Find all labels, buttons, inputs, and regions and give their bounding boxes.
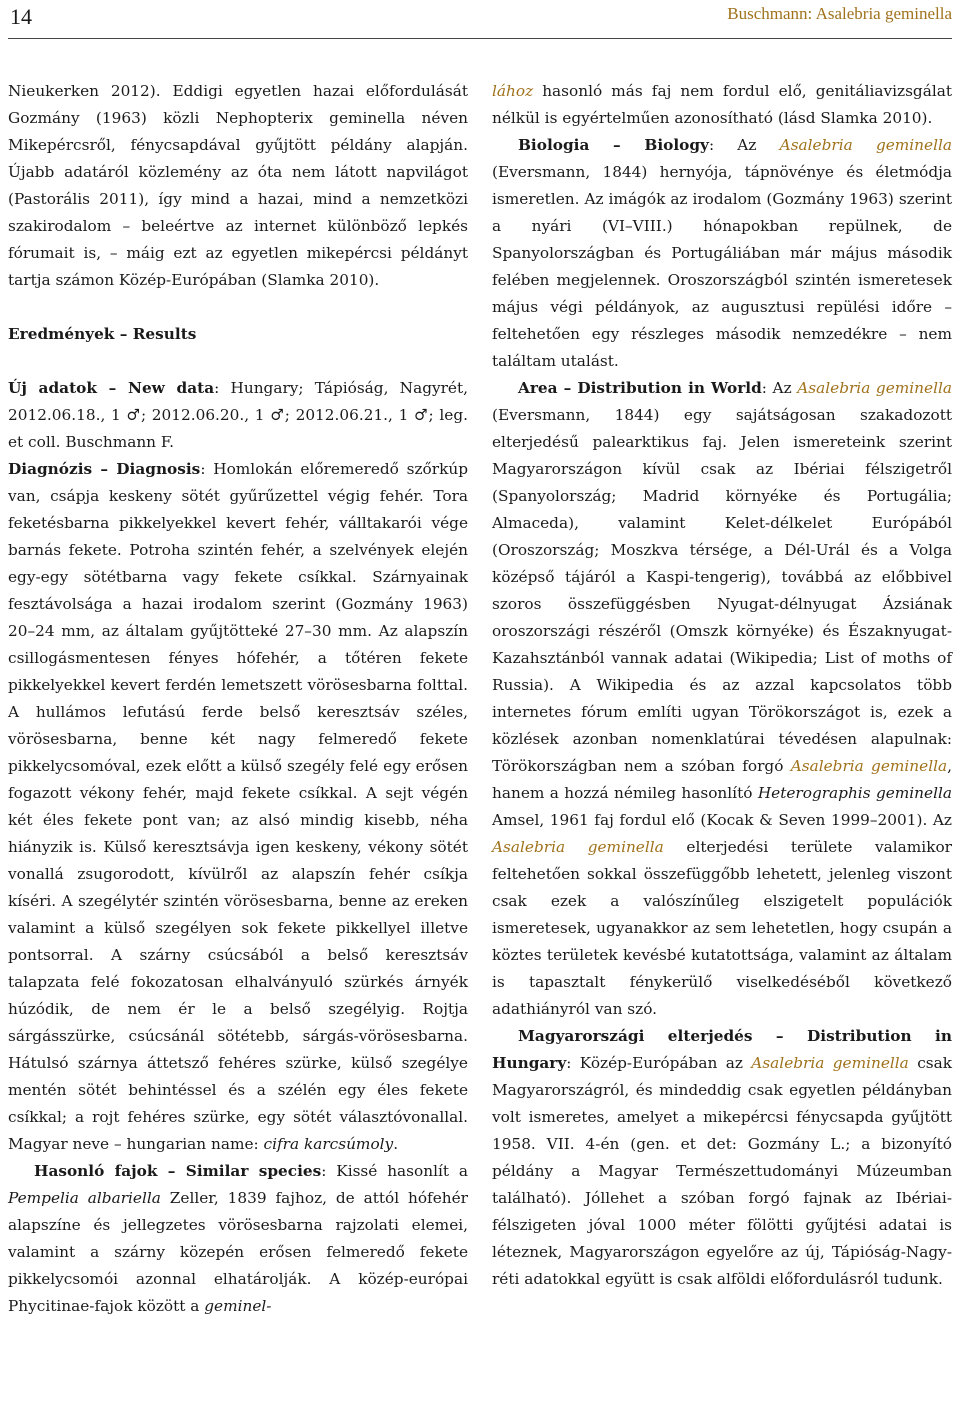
- biology-paragraph: [492, 132, 952, 375]
- similar-text-a: : Kissé hasonlít a: [321, 1162, 468, 1180]
- area-label: Area – Distribution in World: [518, 379, 762, 397]
- similar-species-label: Hasonló fajok – Similar species: [34, 1162, 322, 1180]
- species-name: Asalebria geminella: [492, 838, 664, 856]
- area-text-c: , hanem a hozzá némileg hasonlító: [492, 757, 952, 802]
- biology-label: Biologia – Biology: [518, 136, 709, 154]
- diagnosis-text: : Homlokán előremeredő szőrkúp van, csápja keskeny sötét gyűrűzettel végig fehér. Tora feketésbarna pikkelyekkel kevert fehér, válltakarói vége barnás fekete. Potroha szintén fehér, a szelvények elején egy-egy sötétbarna vagy fekete csíkkal. Szárnyainak fesztávolsága a hazai irodalom szerint (Gozmány 1963) 20–24 mm, az általam gyűjtötteké 27–30 mm. Az alapszín csillogásmentesen fényes hófehér, a tőtéren fekete pikkelyekkel kevert ferdén lemetszett vörösesbarna folttal. A hullámos lefutású ferde belső keresztsáv széles, vörösesbarna, benne két nagy felmeredő fekete pikkelycsomóval, ezek előtt a külső szegély felé egy erősen fogazott vékony fehér, majd fekete csíkkal. A sejt végén két éles fekete pont van; az alsó mindig kisebb, néha hiányzik is. Külső keresztsávja igen keskeny, vékony sötét vonallá zsugorodott, kívülről az alapszín fehér csíkja kíséri. A szegélytér szintén vörösesbarna, benne az ereken valamint a külső szegélyen sok fekete pikkellyel illetve pontsorral. A szárny csúcsából a belső keresztsáv talapzata felé fokozatosan elhalványuló szürkés árnyék húzódik, de nem ér le a belső szegélyig. Rojtja sárgásszürke, csúcsánál sötétebb, sárgás-vörösesbarna. Hátulsó szárnya áttetsző fehéres szürke, külső szegélye mentén sötét behintéssel és a szélén egy éles fekete csíkkal; a rojt fehéres szürke, egy sötét választóvonallal. Magyar neve – hungarian name:: [8, 460, 468, 1153]
- area-text-d: Amsel, 1961 faj fordul elő (Kocak & Seven 1999–2001). Az: [492, 811, 952, 829]
- hungarian-name: cifra karcsúmoly: [263, 1135, 394, 1153]
- biology-text-b: (Eversmann, 1844) hernyója, tápnövénye és életmódja ismeretlen. Az imágók az irodalom (Gozmány 1963) szerint a nyári (VI–VIII.) hónapokban repülnek, de Spanyolországban és Portugáliában már május második felében megjelennek. Oroszországból szintén ismeretesek május végi példányok, az augusztusi repülési időre – feltehetően egy részleges második nemzedékre – nem találtam utalást.: [492, 163, 952, 370]
- hungary-distribution-paragraph: [492, 1023, 952, 1293]
- diagnosis-paragraph: [8, 456, 468, 1158]
- species-name: Heterographis geminella: [757, 784, 952, 802]
- biology-text-a: : Az: [708, 136, 780, 154]
- left-column: [8, 78, 468, 1320]
- similar-text-b: Zeller, 1839 fajhoz, de attól hófehér alapszíne és jellegzetes vörösesbarna rajzolati elemei, valamint a szárny közepén erősen felmeredő fekete pikkelycsomói azonnal elhatárolják. A közép-európai Phycitinae-fajok között a: [8, 1189, 468, 1315]
- continued-text: hasonló más faj nem fordul elő, genitáliavizsgálat nélkül is egyértelműen azonosítható (lásd Slamka 2010).: [492, 82, 952, 127]
- species-name: Asalebria geminella: [790, 757, 948, 775]
- running-title: Buschmann: Asalebria geminella: [727, 4, 952, 23]
- species-name-fragment: lához: [492, 82, 534, 100]
- species-name: Asalebria geminella: [751, 1054, 909, 1072]
- species-name: Asalebria geminella: [779, 136, 952, 154]
- area-text-b: (Eversmann, 1844) egy sajátságosan szakadozott elterjedésű palearktikus faj. Jelen ismereteink szerint Magyarországon kívül csak az Ibériai félszigetről (Spanyolország; Madrid környéke és Portugália; Almaceda), valamint Kelet-délkelet Európából (Oroszország; Moszkva térsége, a Dél-Urál és a Volga középső tájáról a Kaspi-tengerig), továbbá az előbbivel szoros összefüggésben Nyugat-délnyugat Ázsiának oroszországi részéről (Omszk környéke) és Északnyugat-Kazahsztánból vannak adatai (Wikipedia; List of moths of Russia). A Wikipedia és az azzal kapcsolatos több internetes fórum említi ugyan Törökországot is, ezek a közlések azonban nomenklatúrai tévedésen alapulnak: Törökországban nem a szóban forgó: [492, 406, 952, 775]
- page-header: [8, 0, 952, 39]
- area-paragraph: [492, 375, 952, 1023]
- new-data-paragraph: [8, 375, 468, 456]
- species-name: Asalebria geminella: [797, 379, 952, 397]
- new-data-text: : Hungary; Tápióság, Nagyrét, 2012.06.18., 1 ♂; 2012.06.20., 1 ♂; 2012.06.21., 1 ♂; leg. et coll. Buschmann F.: [8, 379, 468, 451]
- intro-paragraph: Nieukerken 2012). Eddigi egyetlen hazai előfordulását Gozmány (1963) közli Nephopterix geminella néven Mikepércsről, fénycsapdával gyűjtött példány alapján. Újabb adatáról közlemény az óta nem látott napvilágot (Pastorális 2011), így mind a hazai, mind a nemzetközi szakirodalom – beleértve az internet különböző lepkés fórumait is, – máig ezt az egyetlen mikepércsi példányt tartja számon Közép-Európában (Slamka 2010).: [8, 82, 468, 289]
- right-column: [492, 78, 952, 1293]
- page-number: 14: [10, 4, 32, 29]
- hungary-text-a: : Közép-Európában az: [566, 1054, 752, 1072]
- diagnosis-label: Diagnózis – Diagnosis: [8, 460, 201, 478]
- hungary-distribution-label: Magyarországi elterjedés – Distribution in Hungary: [492, 1027, 952, 1072]
- similar-species-paragraph: [8, 1158, 468, 1320]
- area-text-e: elterjedési területe valamikor feltehetően sokkal összefüggőbb lehetett, jelenleg viszont csak ezek a valószínűleg elszigetelt populációk ismeretesek, ugyanakkor az sem lehetetlen, hogy csupán a köztes területek kevésbé kutatottsága, valamint az általam is tapasztalt fénykerülő viselkedéséből következő adathiányról van szó.: [492, 838, 952, 1018]
- diagnosis-end: .: [393, 1135, 399, 1153]
- continued-paragraph: [492, 78, 952, 132]
- species-name: Pempelia albariella: [8, 1189, 161, 1207]
- hungary-text-b: csak Magyarországról, és mindeddig csak egyetlen példányban volt ismeretes, amelyet a mikepércsi fénycsapda gyűjtött 1958. VII. 4-én (gen. et det: Gozmány L.; a bizonyító példány a Magyar Természettudományi Múzeumban található). Jóllehet a szóban forgó fajnak az Ibériai-félszigeten jóval 1000 méter fölötti gyűjtési adatai is léteznek, Magyarországon egyelőre az új, Tápióság-Nagy-réti adatokkal együtt is csak alföldi előfordulásról tudunk.: [492, 1054, 953, 1288]
- area-text-a: : Az: [761, 379, 798, 397]
- new-data-label: Új adatok – New data: [8, 379, 215, 397]
- species-name-fragment: geminel-: [204, 1297, 272, 1315]
- section-heading-results: Eredmények – Results: [8, 325, 197, 343]
